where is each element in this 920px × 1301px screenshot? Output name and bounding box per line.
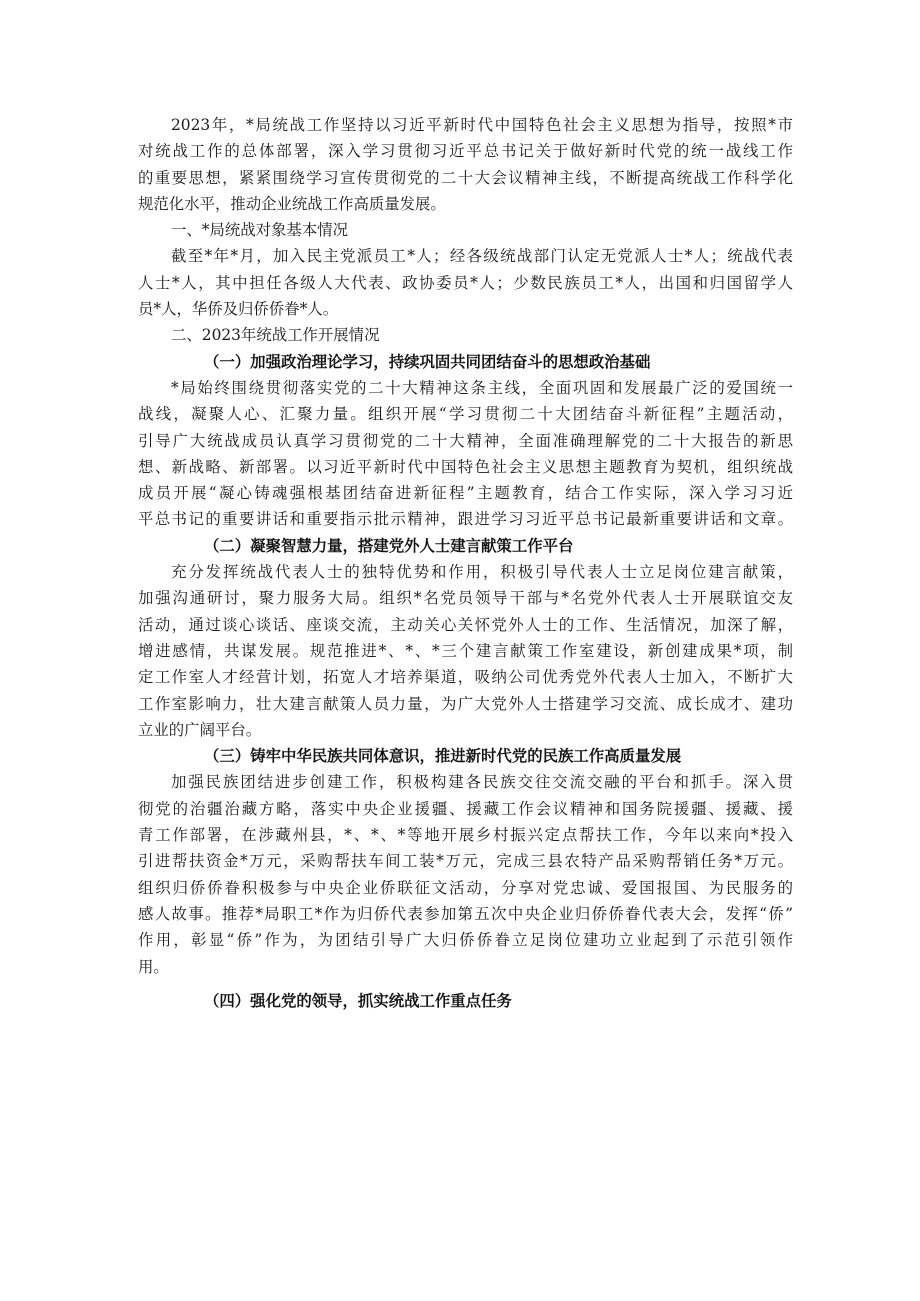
paragraph-line: 工作室影响力，壮大建言献策人员力量，为广大党外人士搭建学习交流、成长成才、建功 bbox=[138, 694, 793, 713]
paragraph-line: 员*人，华侨及归侨侨眷*人。 bbox=[138, 300, 339, 319]
paragraph-line: 引进帮扶资金*万元，采购帮扶车间工装*万元，完成三县农特产品采购帮销任务*万元。 bbox=[138, 852, 793, 871]
intro-paragraph bbox=[138, 112, 793, 217]
paragraph-line: 充分发挥统战代表人士的独特优势和作用，积极引导代表人士立足岗位建言献策， bbox=[171, 563, 793, 582]
document-page bbox=[138, 112, 793, 1014]
paragraph-line: 用。 bbox=[138, 957, 169, 976]
paragraph-line: 引导广大统战成员认真学习贯彻党的二十大精神，全面准确理解党的二十大报告的新思 bbox=[138, 431, 793, 450]
paragraph-line: 规范化水平，推动企业统战工作高质量发展。 bbox=[138, 194, 446, 213]
paragraph-line: 彻党的治疆治藏方略，落实中央企业援疆、援藏工作会议精神和国务院援疆、援藏、援 bbox=[138, 799, 793, 818]
paragraph-line: 平总书记的重要讲话和重要指示批示精神，跟进学习习近平总书记最新重要讲话和文章。 bbox=[138, 510, 793, 529]
subsection-heading-3: （三）铸牢中华民族共同体意识，推进新时代党的民族工作高质量发展 bbox=[204, 747, 682, 766]
paragraph-line: 成员开展“凝心铸魂强根基团结奋进新征程”主题教育，结合工作实际，深入学习习近 bbox=[138, 484, 793, 503]
paragraph-line: 组织归侨侨眷积极参与中央企业侨联征文活动，分享对党忠诚、爱国报国、为民服务的 bbox=[138, 878, 793, 897]
subsection-heading-1: （一）加强政治理论学习，持续巩固共同团结奋斗的思想政治基础 bbox=[204, 352, 651, 371]
paragraph-line: 作用，彰显“侨”作为，为团结引导广大归侨侨眷立足岗位建功立业起到了示范引领作 bbox=[138, 931, 793, 950]
paragraph-line: 增进感情，共谋发展。规范推进*、*、*三个建言献策工作室建设，新创建成果*项，制 bbox=[138, 641, 793, 660]
paragraph-line: 定工作室人才经营计划，拓宽人才培养渠道，吸纳公司优秀党外代表人士加入，不断扩大 bbox=[138, 668, 793, 687]
paragraph-line: 青工作部署，在涉藏州县，*、*、*等地开展乡村振兴定点帮扶工作，今年以来向*投入 bbox=[138, 826, 793, 845]
subsection-heading-2: （二）凝聚智慧力量，搭建党外人士建言献策工作平台 bbox=[204, 536, 574, 555]
paragraph-line: 的重要思想，紧紧围绕学习宣传贯彻党的二十大会议精神主线，不断提高统战工作科学化 bbox=[138, 168, 793, 187]
paragraph-line: 加强民族团结进步创建工作，积极构建各民族交往交流交融的平台和抓手。深入贯 bbox=[171, 773, 793, 792]
paragraph-line: 截至*年*月，加入民主党派员工*人；经各级统战部门认定无党派人士*人；统战代表 bbox=[171, 247, 793, 266]
paragraph-line: 人士*人，其中担任各级人大代表、政协委员*人；少数民族员工*人，出国和归国留学人 bbox=[138, 273, 793, 292]
subsection-heading-4: （四）强化党的领导，抓实统战工作重点任务 bbox=[204, 991, 512, 1010]
subsection-3-paragraph bbox=[138, 769, 793, 979]
subsection-1-paragraph bbox=[138, 375, 793, 533]
paragraph-line: 战线，凝聚人心、汇聚力量。组织开展“学习贯彻二十大团结奋斗新征程”主题活动， bbox=[138, 405, 793, 424]
paragraph-line: 对统战工作的总体部署，深入学习贯彻习近平总书记关于做好新时代党的统一战线工作 bbox=[138, 142, 793, 161]
paragraph-line: 加强沟通研讨，聚力服务大局。组织*名党员领导干部与*名党外代表人士开展联谊交友 bbox=[138, 589, 793, 608]
paragraph-line: 想、新战略、新部署。以习近平新时代中国特色社会主义思想主题教育为契机，组织统战 bbox=[138, 457, 793, 476]
paragraph-line: 2023年，*局统战工作坚持以习近平新时代中国特色社会主义思想为指导，按照*市 bbox=[171, 116, 793, 134]
paragraph-line: 活动，通过谈心谈话、座谈交流，主动关心关怀党外人士的工作、生活情况，加深了解， bbox=[138, 615, 793, 634]
paragraph-line: 感人故事。推荐*局职工*作为归侨代表参加第五次中央企业归侨侨眷代表大会，发挥“侨” bbox=[138, 904, 793, 923]
section-1-paragraph bbox=[138, 243, 793, 322]
spacer bbox=[138, 980, 793, 988]
subsection-2-paragraph bbox=[138, 559, 793, 743]
section-title-1: 一、*局统战对象基本情况 bbox=[171, 221, 348, 240]
paragraph-line: *局始终围绕贯彻落实党的二十大精神这条主线，全面巩固和发展最广泛的爱国统一 bbox=[171, 378, 793, 397]
section-title-2: 二、2023年统战工作开展情况 bbox=[171, 326, 380, 345]
paragraph-line: 立业的广阔平台。 bbox=[138, 720, 262, 739]
